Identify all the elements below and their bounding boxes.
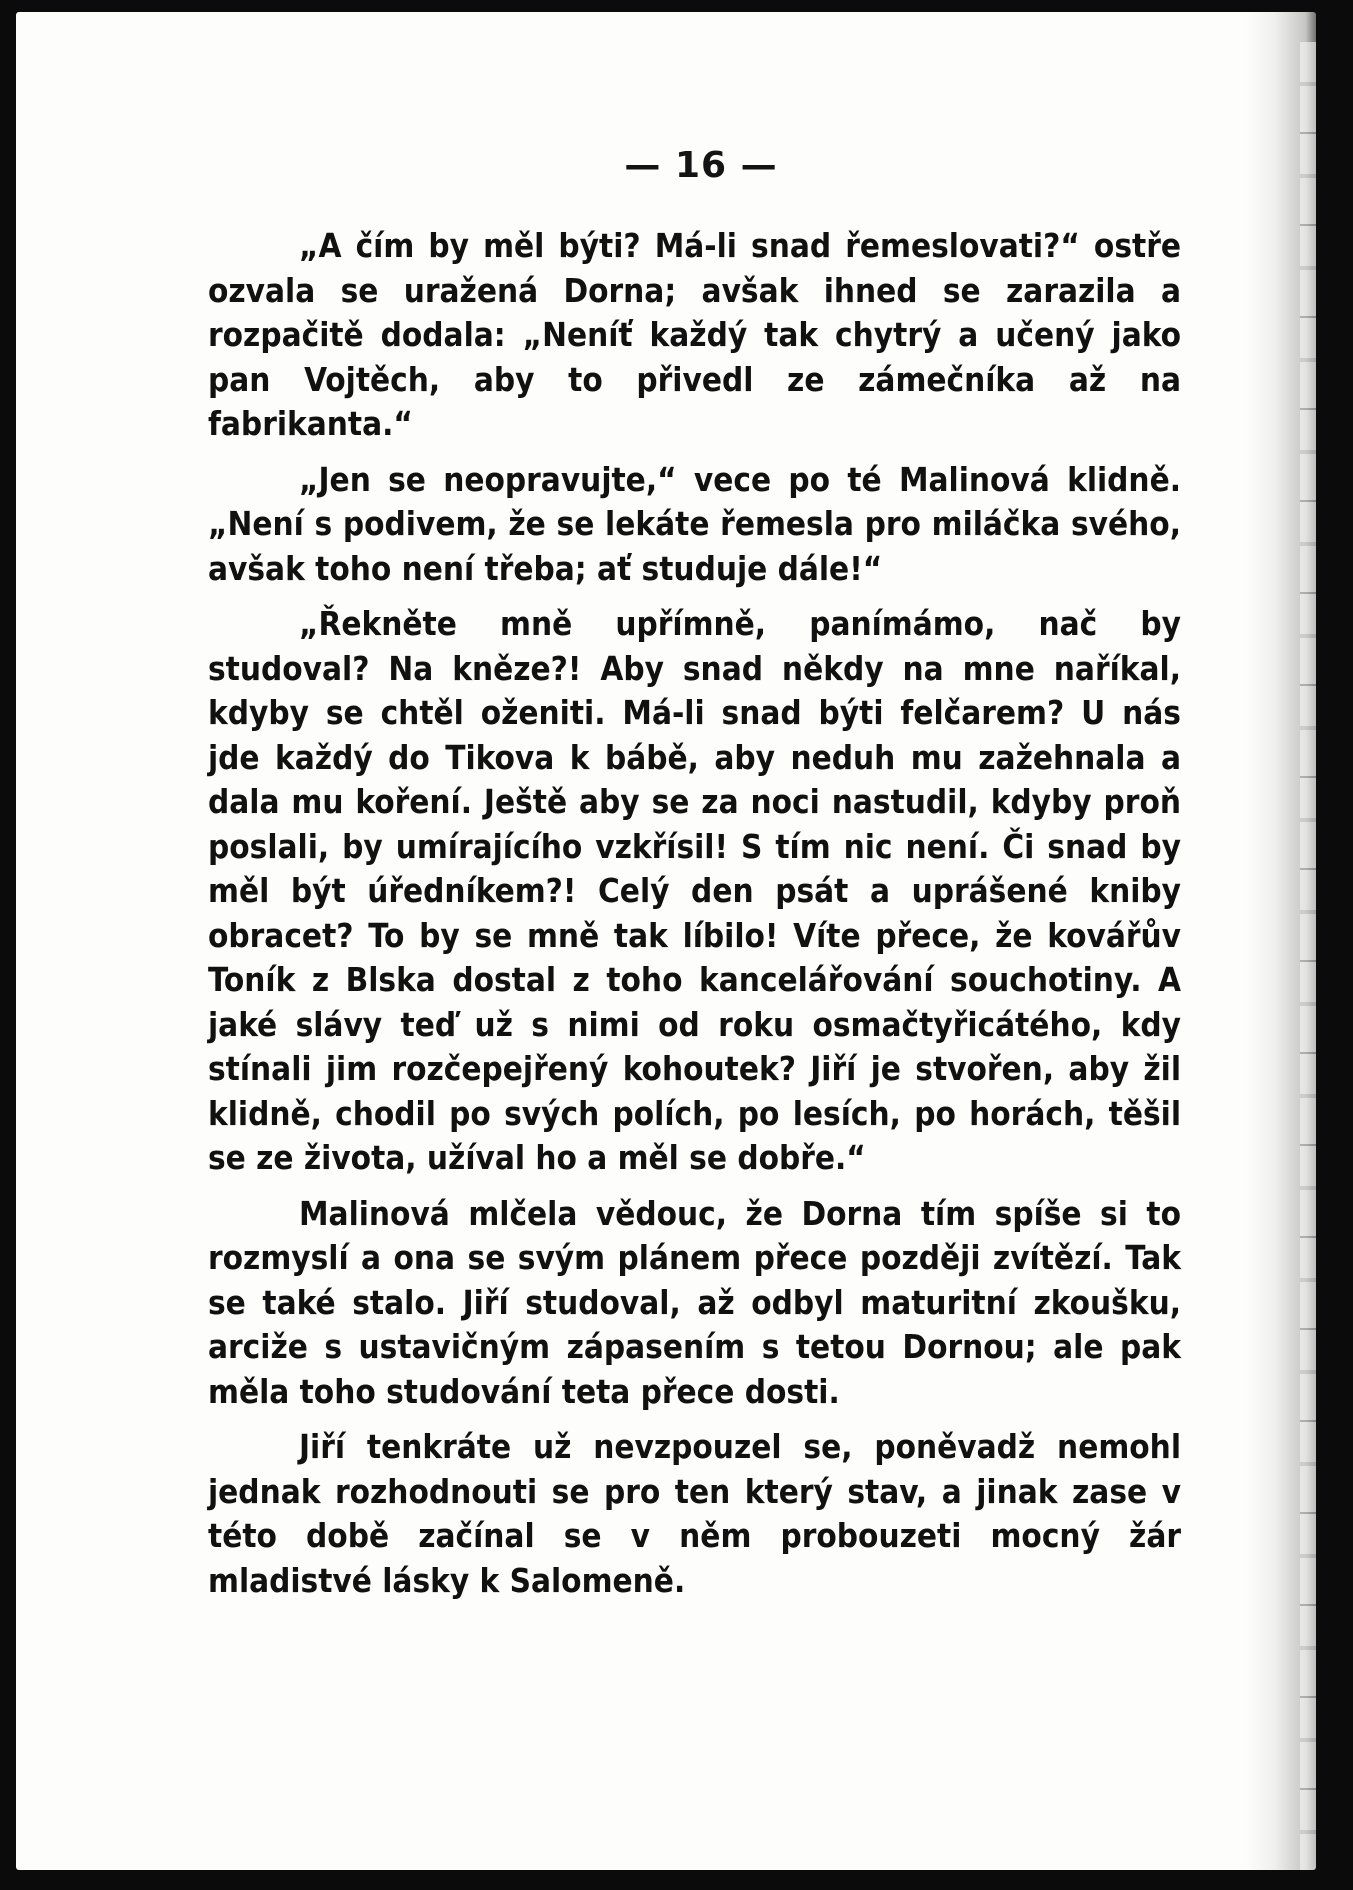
paragraph-4: Malinová mlčela vědouc, že Dorna tím spíše si to rozmyslí a ona se svým plánem přece později zvítězí. Tak se také stalo. Jiří studoval, až odbyl maturitní zkoušku, arciže s ustavičným zápasením s tetou Dornou; ale pak měla toho studování teta přece dosti. — [208, 1193, 1181, 1411]
book-page — [16, 12, 1316, 1870]
paragraph-1: „A čím by měl býti? Má-li snad řemeslovati?“ ostře ozvala se uražená Dorna; avšak ihned se zarazila a rozpačitě dodala: „Neníť každý tak chytrý a učený jako pan Vojtěch, aby to přivedl ze zámečníka až na fabrikanta.“ — [208, 226, 1181, 443]
paragraph-2: „Jen se neopravujte,“ vece po té Malinová klidně. „Není s podivem, že se lekáte řemesla pro miláčka svého, avšak toho není třeba; ať studuje dále!“ — [208, 459, 1181, 588]
page-number: — 16 — — [624, 145, 778, 186]
paragraph-3: „Řekněte mně upřímně, panímámo, nač by studoval? Na kněze?! Aby snad někdy na mne naříkal, kdyby se chtěl oženiti. Má-li snad býti felčarem? U nás jde každý do Tikova k bábě, aby neduh mu zažehnala a dala mu koření. Ještě aby se za noci nastudil, kdyby proň poslali, by umírajícího vzkřísil! S tím nic není. Či snad by měl být úředníkem?! Celý den psát a uprášené kniby obracet? To by se mně tak líbilo! Víte přece, že kovářův Toník z Blska dostal z toho kancelářování souchotiny. A jaké slávy teď už s nimi od roku osmačtyřicátého, kdy stínali jim rozčepejřený kohoutek? Jiří je stvořen, aby žil klidně, chodil po svých polích, po lesích, po horách, těšil se ze života, užíval ho a měl se dobře.“ — [208, 604, 1181, 1177]
paragraph-5: Jiří tenkráte už nevzpouzel se, poněvadž nemohl jednak rozhodnouti se pro ten který stav, a jinak zase v této době začínal se v něm probouzeti mocný žár mladistvé lásky k Salomeně. — [208, 1427, 1181, 1600]
body-text — [208, 224, 1181, 1614]
page-edge-marks — [1300, 42, 1316, 1870]
